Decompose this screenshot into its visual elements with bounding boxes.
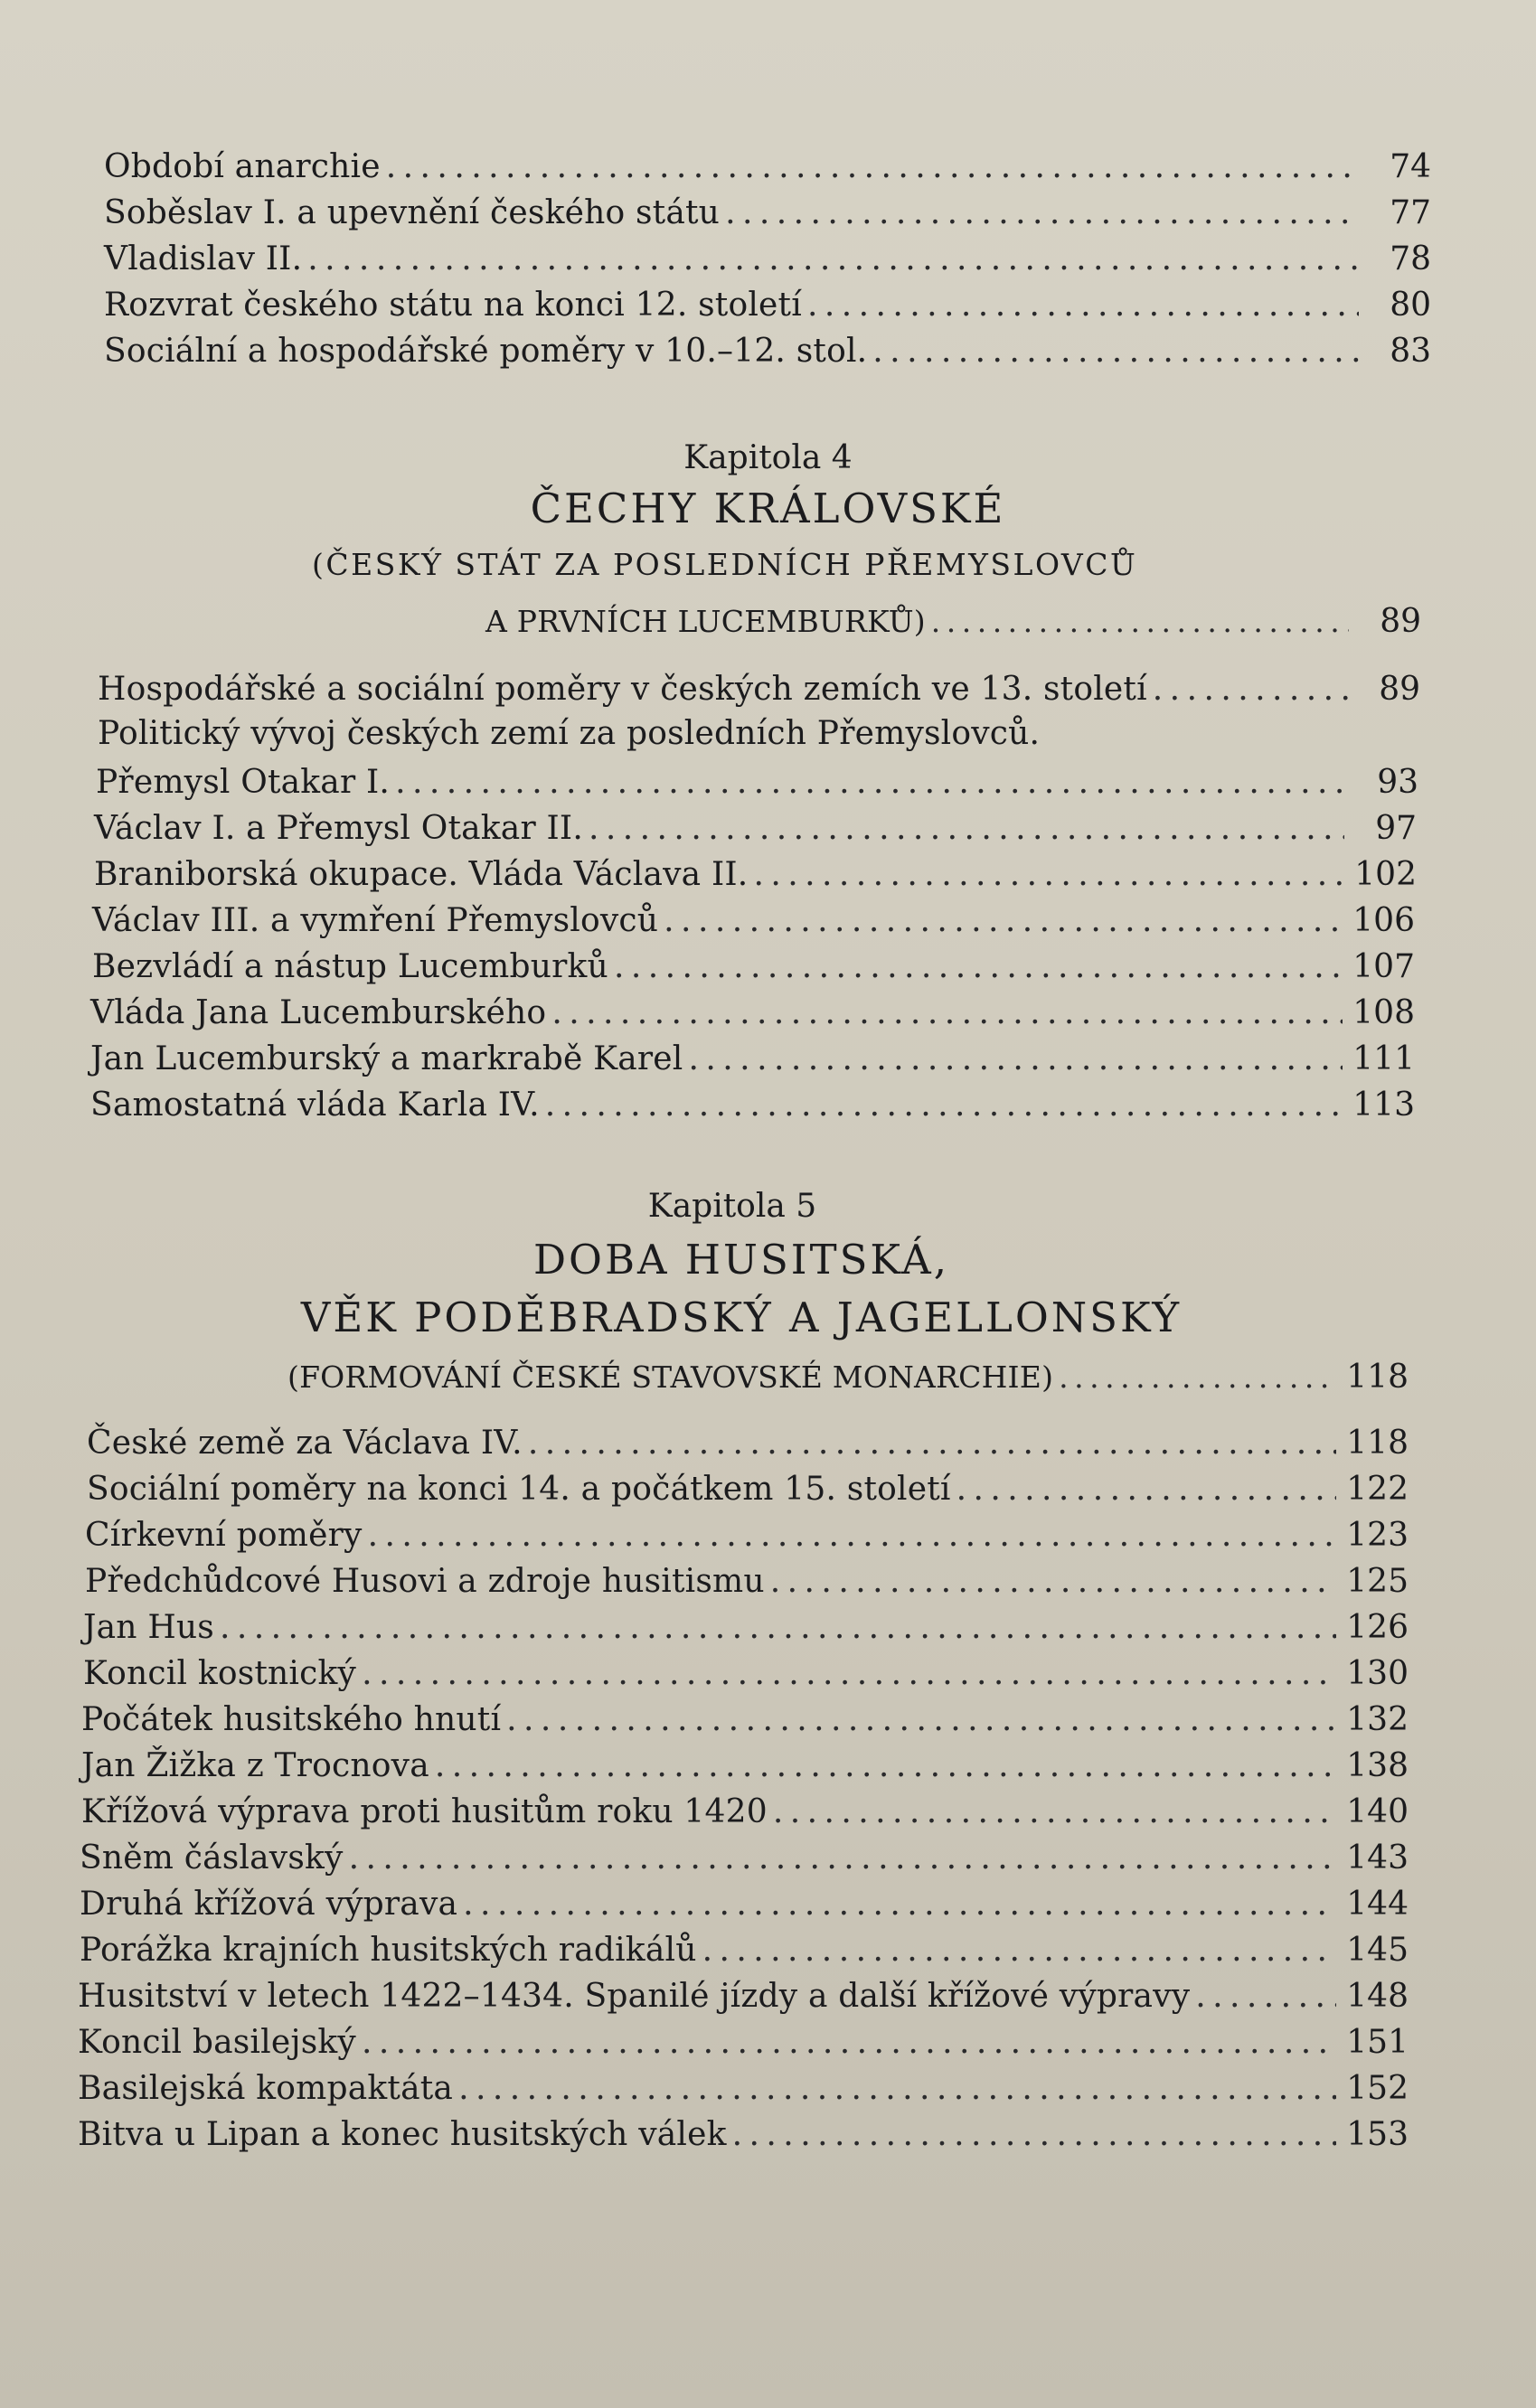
toc-entry-page: 107 xyxy=(1352,948,1415,985)
toc-entry-title: Samostatná vláda Karla IV. xyxy=(90,1086,540,1124)
toc-entry-page: 80 xyxy=(1390,287,1431,324)
toc-entry xyxy=(90,1086,1415,1125)
toc-entry xyxy=(104,286,1431,325)
toc-entry-page: 145 xyxy=(1346,1932,1409,1969)
toc-entry xyxy=(98,670,1420,710)
toc-entry xyxy=(85,1516,1409,1556)
toc-leader-dots xyxy=(872,332,1359,372)
toc-leader-dots xyxy=(551,993,1343,1033)
toc-entry xyxy=(90,993,1415,1033)
toc-entry xyxy=(81,1700,1409,1740)
toc-entry-title: Basilejská kompaktáta xyxy=(78,2070,454,2107)
chapter-subtitle: (ČESKÝ STÁT ZA POSLEDNÍCH PŘEMYSLOVCŮ xyxy=(312,547,1138,582)
chapter-label: Kapitola 4 xyxy=(683,439,853,476)
toc-entry-page: 153 xyxy=(1346,2116,1409,2153)
toc-entry-page: 89 xyxy=(1379,671,1420,708)
toc-entry-title: Počátek husitského hnutí xyxy=(81,1701,502,1738)
toc-entry xyxy=(92,901,1415,941)
toc-entry xyxy=(81,1792,1409,1832)
toc-leader-dots xyxy=(753,855,1344,895)
toc-entry xyxy=(104,147,1431,187)
toc-entry-title: Přemysl Otakar I. xyxy=(96,764,391,801)
toc-entry-title: Jan Hus xyxy=(83,1609,214,1646)
toc-entry xyxy=(90,1039,1415,1079)
toc-entry-title: Církevní poměry xyxy=(85,1517,363,1554)
toc-entry-title: Rozvrat českého státu na konci 12. století xyxy=(104,287,802,324)
toc-leader-dots xyxy=(435,1746,1336,1786)
toc-entry xyxy=(104,193,1431,233)
toc-leader-dots xyxy=(807,286,1359,325)
toc-leader-dots xyxy=(458,2069,1336,2109)
toc-entry-page: 97 xyxy=(1375,810,1417,847)
toc-leader-dots xyxy=(220,1608,1336,1648)
toc-leader-dots xyxy=(1195,1977,1336,2017)
toc-entry-title: České země za Václava IV. xyxy=(87,1425,523,1462)
toc-entry-page: 144 xyxy=(1346,1886,1409,1923)
toc-entry-title: Vláda Jana Lucemburského xyxy=(90,994,547,1031)
toc-leader-dots xyxy=(702,1931,1336,1971)
toc-leader-dots xyxy=(362,2023,1336,2063)
toc-entry xyxy=(83,1654,1409,1694)
toc-entry-title: Předchůdcové Husovi a zdroje husitismu xyxy=(85,1563,765,1600)
toc-leader-dots xyxy=(614,947,1343,987)
toc-entry-title: Hospodářské a sociální poměry v českých zemích ve 13. století xyxy=(98,671,1147,708)
toc-entry-page: 78 xyxy=(1390,240,1431,277)
toc-entry-page: 108 xyxy=(1352,994,1415,1031)
chapter-subtitle: (FORMOVÁNÍ ČESKÉ STAVOVSKÉ MONARCHIE) xyxy=(287,1359,1054,1395)
toc-leader-dots xyxy=(362,1654,1336,1694)
toc-leader-dots xyxy=(528,1424,1336,1463)
toc-leader-dots xyxy=(386,147,1359,187)
toc-entry-page: 125 xyxy=(1346,1563,1409,1600)
toc-entry-page: 123 xyxy=(1346,1517,1409,1554)
toc-entry xyxy=(78,1977,1409,2017)
toc-entry-page: 106 xyxy=(1352,902,1415,939)
toc-leader-dots xyxy=(664,901,1343,941)
toc-entry-title: Václav III. a vymření Přemyslovců xyxy=(92,902,659,939)
toc-leader-dots xyxy=(773,1792,1336,1832)
toc-entry-title: Bezvládí a nástup Lucemburků xyxy=(92,948,608,985)
toc-leader-dots xyxy=(1153,670,1348,710)
toc-leader-dots xyxy=(931,602,1349,642)
toc-entry-title: Bitva u Lipan a konec husitských válek xyxy=(78,2116,727,2153)
toc-entry-page: 130 xyxy=(1346,1655,1409,1692)
toc-entry-page: 74 xyxy=(1390,148,1431,185)
toc-entry-page: 89 xyxy=(1380,603,1421,640)
toc-entry-page: 152 xyxy=(1346,2070,1409,2107)
toc-entry xyxy=(98,714,1420,754)
toc-entry-title: Jan Lucemburský a markrabě Karel xyxy=(90,1040,683,1077)
toc-entry xyxy=(80,1885,1409,1924)
chapter-subtitle-row xyxy=(485,602,1421,642)
toc-entry-page: 138 xyxy=(1346,1747,1409,1784)
toc-entry-title: Jan Žižka z Trocnova xyxy=(81,1747,429,1784)
toc-entry-page: 102 xyxy=(1354,856,1417,893)
chapter-title-line2: VĚK PODĚBRADSKÝ A JAGELLONSKÝ xyxy=(300,1293,1183,1341)
toc-entry-title: Koncil basilejský xyxy=(78,2024,356,2061)
toc-leader-dots xyxy=(368,1516,1336,1556)
toc-entry-title: Křížová výprava proti husitům roku 1420 xyxy=(81,1793,768,1830)
toc-entry-page: 151 xyxy=(1346,2024,1409,2061)
toc-entry-title: Sociální poměry na konci 14. a počátkem 15. století xyxy=(87,1471,951,1508)
toc-entry-page: 143 xyxy=(1346,1839,1409,1877)
toc-entry xyxy=(80,1931,1409,1971)
toc-leader-dots xyxy=(725,193,1359,233)
toc-leader-dots xyxy=(307,240,1359,279)
toc-entry xyxy=(94,809,1417,849)
toc-leader-dots xyxy=(1059,1358,1336,1397)
toc-entry-page: 93 xyxy=(1377,764,1418,801)
toc-entry xyxy=(87,1470,1409,1510)
toc-entry-page: 83 xyxy=(1390,333,1431,370)
toc-entry xyxy=(81,1746,1409,1786)
toc-entry-title: Braniborská okupace. Vláda Václava II. xyxy=(94,856,749,893)
toc-entry-title: Václav I. a Přemysl Otakar II. xyxy=(94,810,583,847)
toc-entry-page: 118 xyxy=(1346,1425,1409,1462)
toc-leader-dots xyxy=(395,763,1346,803)
toc-leader-dots xyxy=(770,1562,1336,1602)
toc-entry xyxy=(78,2023,1409,2063)
toc-entry xyxy=(104,332,1431,372)
toc-entry xyxy=(80,1839,1409,1878)
toc-entry-page: 140 xyxy=(1346,1793,1409,1830)
chapter-label: Kapitola 5 xyxy=(647,1188,817,1225)
toc-entry-title: Období anarchie xyxy=(104,148,381,185)
toc-entry xyxy=(87,1424,1409,1463)
toc-entry-title: Sociální a hospodářské poměry v 10.–12. stol. xyxy=(104,333,868,370)
chapter-subtitle-row xyxy=(287,1358,1409,1397)
chapter-title: ČECHY KRÁLOVSKÉ xyxy=(530,484,1006,532)
toc-entry-page: 126 xyxy=(1346,1609,1409,1646)
toc-entry-page: 122 xyxy=(1346,1471,1409,1508)
toc-entry-title: Husitství v letech 1422–1434. Spanilé jízdy a další křížové výpravy xyxy=(78,1978,1191,2015)
toc-entry-page: 113 xyxy=(1352,1086,1415,1124)
toc-entry xyxy=(104,240,1431,279)
toc-entry-page: 148 xyxy=(1346,1978,1409,2015)
toc-leader-dots xyxy=(463,1885,1336,1924)
toc-leader-dots xyxy=(589,809,1344,849)
toc-entry-title: Soběslav I. a upevnění českého státu xyxy=(104,194,721,231)
toc-entry-page: 132 xyxy=(1346,1701,1409,1738)
toc-entry xyxy=(94,855,1417,895)
toc-leader-dots xyxy=(689,1039,1343,1079)
toc-leader-dots xyxy=(506,1700,1336,1740)
toc-entry-title: Druhá křížová výprava xyxy=(80,1886,458,1923)
toc-leader-dots xyxy=(732,2115,1336,2155)
toc-entry-title: Politický vývoj českých zemí za posledních Přemyslovců. xyxy=(98,715,1041,752)
toc-entry-title: Sněm čáslavský xyxy=(80,1839,344,1877)
toc-leader-dots xyxy=(545,1086,1343,1125)
toc-entry xyxy=(96,763,1418,803)
toc-leader-dots xyxy=(956,1470,1336,1510)
toc-entry xyxy=(78,2069,1409,2109)
toc-entry-title: Vladislav II. xyxy=(104,240,303,277)
toc-entry-page: 111 xyxy=(1352,1040,1415,1077)
toc-entry-page: 77 xyxy=(1390,194,1431,231)
toc-entry-title: Porážka krajních husitských radikálů xyxy=(80,1932,697,1969)
toc-entry xyxy=(83,1608,1409,1648)
chapter-title-line1: DOBA HUSITSKÁ, xyxy=(532,1236,950,1284)
toc-entry-page: 118 xyxy=(1346,1359,1409,1396)
toc-entry-title: Koncil kostnický xyxy=(83,1655,357,1692)
toc-entry xyxy=(85,1562,1409,1602)
chapter-subtitle-line2: A PRVNÍCH LUCEMBURKŮ) xyxy=(485,604,926,639)
toc-leader-dots xyxy=(349,1839,1336,1878)
toc-entry xyxy=(92,947,1415,987)
toc-entry xyxy=(78,2115,1409,2155)
